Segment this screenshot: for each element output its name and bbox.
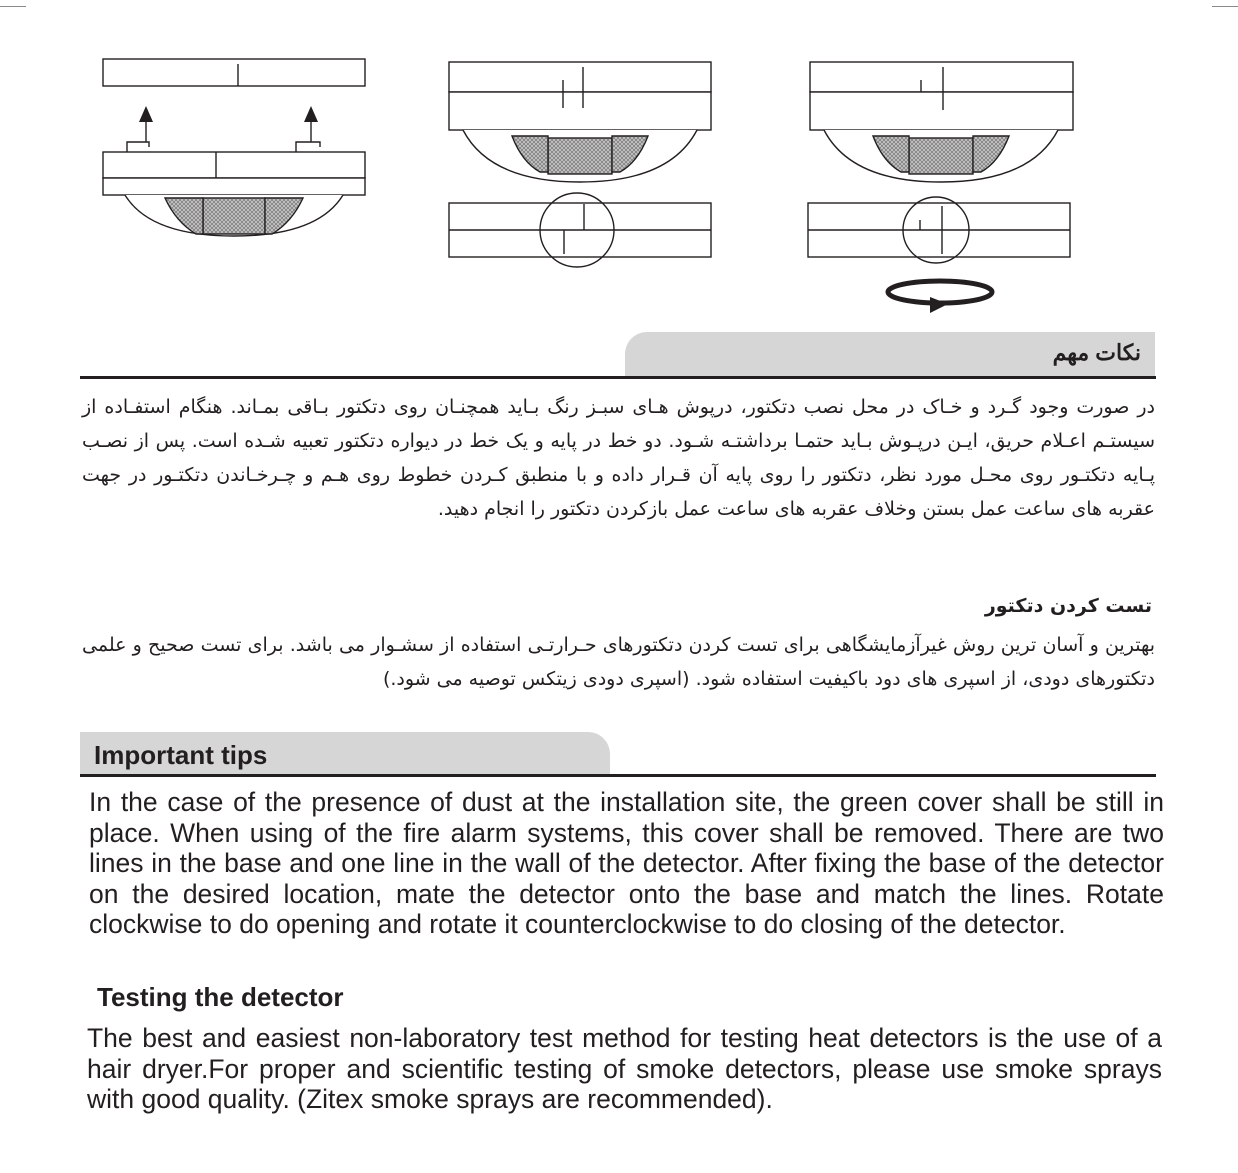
detector-aligned-figure: [449, 62, 711, 267]
important-tips-en-heading: Important tips: [94, 740, 268, 770]
important-tips-fa-text: در صورت وجود گـرد و خـاک در محل نصب دتکتور، درپوش هـای سبـز رنگ بـاید همچنـان روی دتکتور بـاقی بمـاند. هنگام استفـاده از سیستـم اعـلام حریق، ایـن درپـوش بـاید حتمـا برداشتـه شـود. دو خط در پایه و یک خط در دیواره دتکتور تعبیه شـده است. پس از نصـب پـایه دتکتـور روی محـل مورد نظر، دتکتور را روی پایه آن قـرار داده و با منطبق کـردن خطوط روی هـم و چـرخـاندن دتکتـور در جهت عقربه های ساعت عمل بستن وخلاف عقربه های ساعت عمل بازکردن دتکتور را انجام دهید.: [82, 396, 1155, 520]
installation-figures: [0, 0, 1238, 330]
important-tips-en-text: In the case of the presence of dust at the installation site, the green cover shall be still in place. When using of the fire alarm systems, this cover shall be removed. There are two lines in the base and one line in the wall of the detector. After fixing the base of the detector on the desired location, mate the detector onto the base and match the lines. Rotate clockwise to do opening and rotate it counterclockwise to do closing of the detector.: [89, 787, 1164, 940]
testing-detector-en-heading: Testing the detector: [97, 982, 344, 1012]
important-tips-en-band: [80, 732, 610, 774]
arrow-up-icon: [304, 106, 318, 142]
testing-detector-fa-heading: تست کردن دتکتور: [984, 595, 1152, 617]
rotate-arrow-icon: [888, 281, 992, 313]
important-tips-fa-heading: نکات مهم: [1052, 340, 1141, 365]
detector-cover: [103, 59, 365, 86]
section-rule-en: [80, 774, 1156, 777]
important-tips-fa-band: [625, 332, 1155, 376]
testing-detector-en-text: The best and easiest non-laboratory test method for testing heat detectors is the use of a hair dryer.For proper and scientific testing of smoke detectors, please use smoke sprays with good quality. (Zitex smoke sprays are recommended).: [87, 1023, 1162, 1115]
section-rule-fa: [80, 376, 1156, 379]
arrow-up-icon: [139, 106, 153, 142]
testing-detector-fa-text: بهترین و آسان ترین روش غیرآزمایشگاهی برای تست کردن دتکتورهای حـرارتـی استفاده از سشـوار می باشد. برای تست صحیح و علمی دتکتورهای دودی، از اسپری های دود باکیفیت استفاده شود. (اسپری دودی زیتکس توصیه می شود.): [82, 634, 1155, 690]
detector-cover-removal-figure: [103, 59, 365, 236]
detector-rotated-figure: [808, 62, 1073, 313]
